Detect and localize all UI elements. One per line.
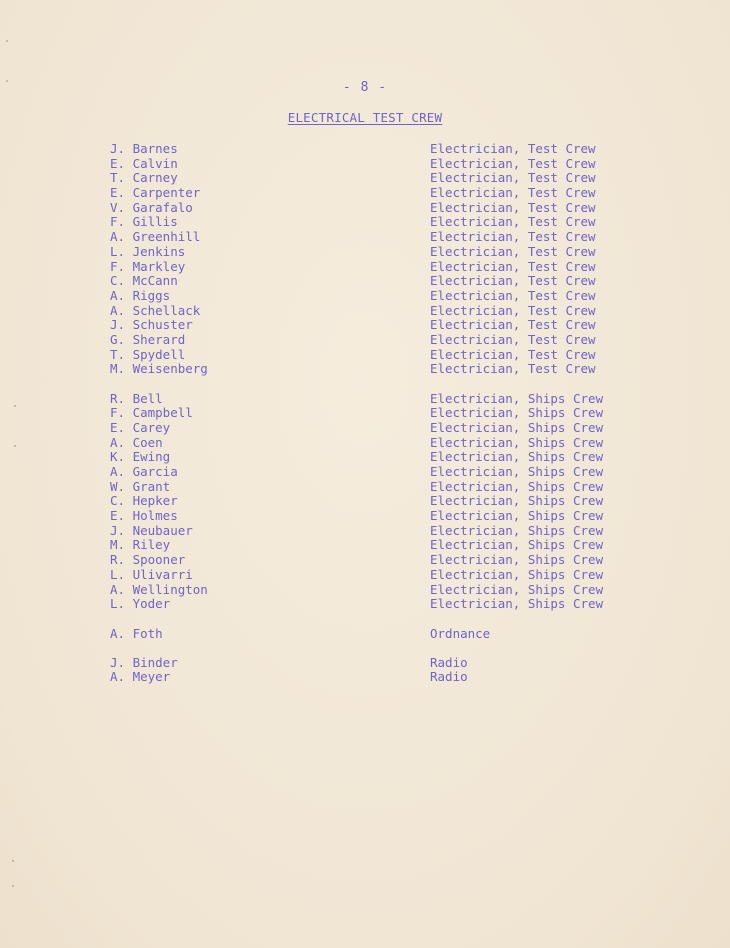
crew-member-role: Electrician, Ships Crew [430, 405, 604, 421]
crew-member-role: Electrician, Test Crew [430, 199, 596, 215]
crew-member-name: R. Spooner [110, 552, 186, 568]
crew-member-role: Electrician, Ships Crew [430, 552, 604, 568]
roster-row [0, 273, 730, 288]
section-heading [0, 110, 730, 125]
crew-member-role: Electrician, Test Crew [430, 317, 596, 333]
roster-row [0, 655, 730, 670]
crew-member-name: J. Barnes [110, 141, 178, 156]
crew-member-role: Electrician, Ships Crew [430, 419, 604, 435]
roster-row [0, 449, 730, 464]
crew-member-name: A. Foth [110, 625, 163, 641]
crew-member-name: G. Sherard [110, 331, 186, 347]
crew-member-role: Electrician, Ships Crew [430, 566, 604, 582]
roster-row [0, 259, 730, 274]
roster-row [0, 347, 730, 362]
crew-member-role: Electrician, Ships Crew [430, 434, 604, 450]
crew-member-role: Ordnance [430, 625, 491, 641]
crew-member-name: A. Greenhill [110, 229, 201, 245]
roster-row [0, 464, 730, 479]
crew-member-name: A. Meyer [110, 669, 171, 685]
crew-member-name: R. Bell [110, 390, 163, 406]
crew-member-role: Electrician, Ships Crew [430, 478, 604, 494]
roster-row [0, 156, 730, 171]
paper-speck [6, 40, 8, 42]
crew-member-role: Electrician, Test Crew [430, 302, 596, 318]
paper-speck [12, 860, 14, 862]
roster-row [0, 185, 730, 200]
crew-member-role: Electrician, Test Crew [430, 258, 596, 274]
paper-speck [12, 885, 14, 887]
crew-member-role: Electrician, Test Crew [430, 346, 596, 362]
crew-member-role: Electrician, Test Crew [430, 273, 596, 289]
roster-row [0, 420, 730, 435]
crew-member-name: F. Campbell [110, 405, 193, 421]
crew-member-role: Electrician, Ships Crew [430, 493, 604, 509]
crew-member-role: Electrician, Test Crew [430, 141, 596, 156]
crew-member-name: K. Ewing [110, 449, 171, 465]
roster-row [0, 567, 730, 582]
crew-member-name: L. Ulivarri [110, 566, 193, 582]
crew-member-name: E. Calvin [110, 155, 178, 171]
crew-member-role: Electrician, Test Crew [430, 170, 596, 186]
crew-member-name: C. Hepker [110, 493, 178, 509]
group-spacer [0, 640, 730, 655]
crew-member-role: Electrician, Ships Crew [430, 390, 604, 406]
crew-member-role: Electrician, Ships Crew [430, 508, 604, 524]
crew-member-role: Electrician, Test Crew [430, 155, 596, 171]
section-heading-text: ELECTRICAL TEST CREW [287, 110, 443, 125]
crew-member-role: Electrician, Ships Crew [430, 522, 604, 538]
crew-member-role: Electrician, Ships Crew [430, 596, 604, 612]
crew-member-name: J. Binder [110, 654, 178, 670]
crew-member-name: E. Carpenter [110, 185, 201, 201]
roster-row [0, 626, 730, 641]
crew-member-name: C. McCann [110, 273, 178, 289]
roster-row [0, 479, 730, 494]
crew-member-name: L. Yoder [110, 596, 171, 612]
group-spacer [0, 376, 730, 391]
roster-row [0, 523, 730, 538]
roster-row [0, 361, 730, 376]
crew-member-name: T. Carney [110, 170, 178, 186]
roster-row [0, 332, 730, 347]
crew-member-name: A. Schellack [110, 302, 201, 318]
roster-row [0, 669, 730, 684]
roster-row [0, 391, 730, 406]
crew-member-name: J. Neubauer [110, 522, 193, 538]
crew-member-role: Electrician, Test Crew [430, 331, 596, 347]
crew-member-name: A. Riggs [110, 287, 171, 303]
crew-member-name: T. Spydell [110, 346, 186, 362]
crew-member-role: Electrician, Test Crew [430, 361, 596, 377]
roster-row [0, 435, 730, 450]
crew-member-name: E. Carey [110, 419, 171, 435]
roster-row [0, 493, 730, 508]
roster-row [0, 141, 730, 156]
crew-member-role: Electrician, Test Crew [430, 229, 596, 245]
crew-member-name: A. Garcia [110, 464, 178, 480]
crew-member-name: A. Wellington [110, 581, 208, 597]
roster-row [0, 214, 730, 229]
crew-member-role: Electrician, Ships Crew [430, 464, 604, 480]
crew-roster [0, 141, 730, 684]
crew-member-name: M. Riley [110, 537, 171, 553]
roster-row [0, 552, 730, 567]
roster-row [0, 303, 730, 318]
group-spacer [0, 611, 730, 626]
crew-member-role: Electrician, Test Crew [430, 185, 596, 201]
roster-row [0, 317, 730, 332]
roster-row [0, 200, 730, 215]
crew-member-role: Electrician, Ships Crew [430, 537, 604, 553]
crew-member-name: A. Coen [110, 434, 163, 450]
crew-member-role: Electrician, Ships Crew [430, 449, 604, 465]
roster-row [0, 405, 730, 420]
roster-row [0, 537, 730, 552]
crew-member-role: Radio [430, 669, 468, 685]
roster-row [0, 288, 730, 303]
roster-row [0, 508, 730, 523]
crew-member-name: V. Garafalo [110, 199, 193, 215]
crew-member-name: W. Grant [110, 478, 171, 494]
page-number: - 8 - [342, 80, 388, 95]
crew-member-name: J. Schuster [110, 317, 193, 333]
roster-row [0, 229, 730, 244]
crew-member-name: L. Jenkins [110, 243, 186, 259]
crew-member-role: Electrician, Test Crew [430, 214, 596, 230]
roster-row [0, 244, 730, 259]
roster-row [0, 582, 730, 597]
crew-member-role: Electrician, Test Crew [430, 287, 596, 303]
crew-member-name: F. Gillis [110, 214, 178, 230]
crew-member-role: Electrician, Test Crew [430, 243, 596, 259]
roster-row [0, 596, 730, 611]
crew-member-role: Radio [430, 654, 468, 670]
crew-member-name: E. Holmes [110, 508, 178, 524]
crew-member-name: F. Markley [110, 258, 186, 274]
roster-row [0, 170, 730, 185]
crew-member-name: M. Weisenberg [110, 361, 208, 377]
crew-member-role: Electrician, Ships Crew [430, 581, 604, 597]
